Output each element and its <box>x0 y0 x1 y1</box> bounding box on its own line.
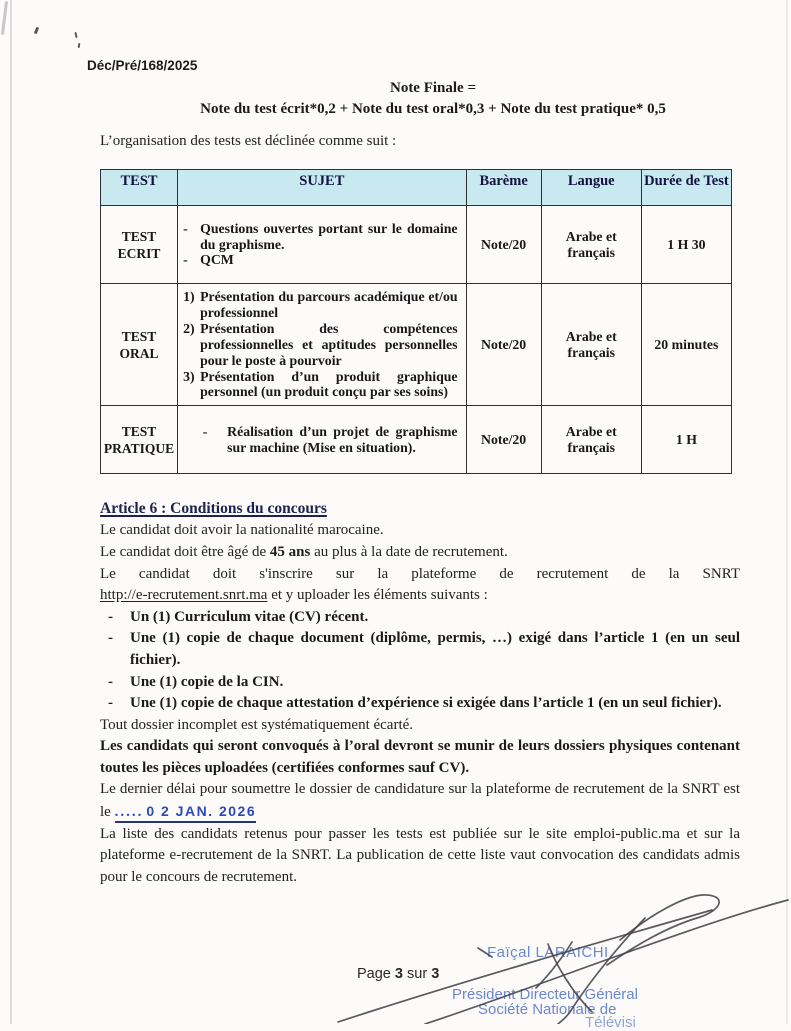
paragraph-dossier-incomplet: Tout dossier incomplet est systématiquement écarté. <box>100 716 414 733</box>
sujet-item: 1) Présentation du parcours académique et/ou professionnel <box>183 289 458 320</box>
scan-speck <box>78 43 81 48</box>
page-left-edge-shadow <box>10 0 12 1024</box>
test-duree: 20 minutes <box>641 284 731 406</box>
doc-reference: Déc/Pré/168/2025 <box>87 58 198 73</box>
deadline-date-stamp: ..... 0 2 JAN. 2026 <box>115 804 257 823</box>
paragraph-age: Le candidat doit être âgé de 45 ans au plus à la date de recrutement. <box>100 543 508 560</box>
test-duree: 1 H <box>641 406 731 474</box>
article6-heading: Article 6 : Conditions du concours <box>100 500 327 518</box>
test-bareme: Note/20 <box>466 406 541 474</box>
scan-speck <box>74 32 77 38</box>
paragraph-inscription: Le candidat doit s'inscrire sur la plateforme de recrutement de la SNRT <box>100 565 740 582</box>
test-sujet <box>178 284 466 406</box>
formula-expression: Note du test écrit*0,2 + Note du test oral*0,3 + Note du test pratique* 0,5 <box>200 101 666 117</box>
test-sujet <box>178 406 466 474</box>
signatory-company-stamp: Société Nationale de <box>478 1001 617 1018</box>
age-limit: 45 ans <box>269 543 311 560</box>
test-langue: Arabe et français <box>541 206 641 284</box>
signatory-company-stamp-fragment: Télévisi <box>585 1014 636 1031</box>
table-row-test-oral <box>101 284 732 406</box>
recruitment-url: http://e-recrutement.snrt.ma <box>100 587 268 604</box>
test-langue: Arabe et français <box>541 406 641 474</box>
col-header-bareme: Barème <box>466 170 541 206</box>
test-name: TEST ECRIT <box>101 206 178 284</box>
paragraph-deadline: Le dernier délai pour soumettre le dossier de candidature sur la plateforme de recrutement de la SNRT est le ..... 0 2 JAN. 2026 <box>100 779 740 823</box>
note-finale-formula <box>100 78 740 120</box>
page-right-edge-shadow <box>786 0 788 1024</box>
test-bareme: Note/20 <box>466 206 541 284</box>
page-number: Page 3 sur 3 <box>357 966 440 982</box>
table-row-test-ecrit <box>101 206 732 284</box>
table-row-test-pratique <box>101 406 732 474</box>
signatory-title-stamp: Président Directeur Général <box>452 986 638 1003</box>
list-item: - Un (1) Curriculum vitae (CV) récent. <box>108 608 369 625</box>
sujet-item: - Réalisation d’un projet de graphisme sur machine (Mise en situation). <box>202 423 458 455</box>
col-header-duree: Durée de Test <box>641 170 731 206</box>
article6-section <box>100 500 740 888</box>
list-item: - Une (1) copie de la CIN. <box>108 673 284 690</box>
col-header-test: TEST <box>101 170 178 206</box>
col-header-sujet: SUJET <box>178 170 466 206</box>
table-header-row <box>101 170 732 206</box>
sujet-item: - QCM <box>183 252 234 268</box>
test-name: TEST ORAL <box>101 284 178 406</box>
scan-corner-artifact <box>1 1 8 35</box>
intro-text: L’organisation des tests est déclinée comme suit : <box>100 133 397 149</box>
scan-speck <box>34 27 39 35</box>
formula-title: Note Finale = <box>389 80 477 96</box>
paragraph-dossiers-physiques: Les candidats qui seront convoqués à l’oral devront se munir de leurs dossiers physiques contenant toutes les pièces uploadées (certifiées conformes sauf CV). <box>100 738 740 776</box>
signatory-name-stamp: Faïçal LARAICHI <box>487 944 609 961</box>
test-langue: Arabe et français <box>541 284 641 406</box>
handwritten-signature <box>300 878 791 1024</box>
list-item: - Une (1) copie de chaque attestation d’expérience si exigée dans l’article 1 (en un seul fichier). <box>108 695 722 712</box>
upload-items-list <box>100 607 740 715</box>
test-bareme: Note/20 <box>466 284 541 406</box>
date-stamp-value: 0 2 JAN. 2026 <box>146 803 257 820</box>
test-sujet <box>178 206 466 284</box>
paragraph-nationalite: Le candidat doit avoir la nationalité marocaine. <box>100 522 384 539</box>
test-duree: 1 H 30 <box>641 206 731 284</box>
sujet-item: 2) Présentation des compétences professionnelles et aptitudes personnelles pour le poste à pourvoir <box>183 320 458 368</box>
tests-organization-table <box>100 169 732 474</box>
sujet-item: - Questions ouvertes portant sur le domaine du graphisme. <box>183 220 458 252</box>
col-header-langue: Langue <box>541 170 641 206</box>
paragraph-liste-candidats: La liste des candidats retenus pour passer les tests est publiée sur le site emploi-public.ma et sur la plateforme e-recrutement de la SNRT. La publication de cette liste vaut convocation des candidats admis pour le concours de recrutement. <box>100 825 740 885</box>
test-name: TEST PRATIQUE <box>101 406 178 474</box>
paragraph-url-line: http://e-recrutement.snrt.ma et y uploader les éléments suivants : <box>100 587 488 604</box>
document-body <box>87 58 740 888</box>
sujet-item: 3) Présentation d’un produit graphique personnel (un produit conçu par ses soins) <box>183 368 458 400</box>
list-item: - Une (1) copie de chaque document (diplôme, permis, …) exigé dans l’article 1 (en un seul fichier). <box>108 630 740 668</box>
